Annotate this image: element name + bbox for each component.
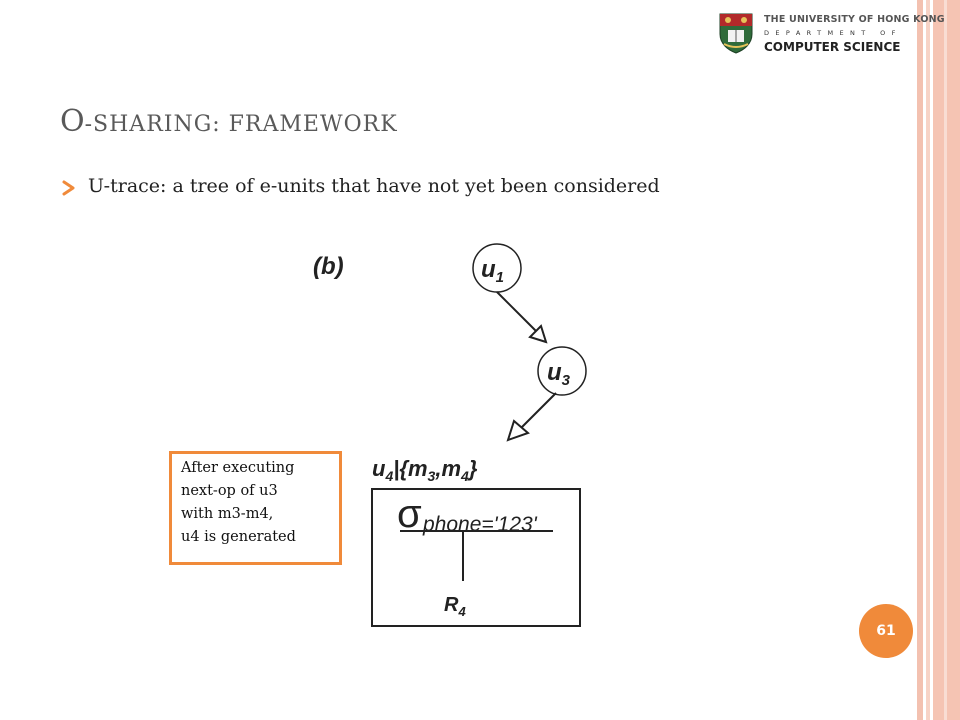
annotation-line: with m3-m4, [181,506,274,522]
page-number-badge: 61 [859,604,913,658]
diagram-label-b: (b) [313,253,344,280]
relation-r4: $R_4$ [444,594,466,619]
edge-u3-u4 [522,393,556,427]
annotation-line: next-op of u3 [181,483,278,499]
university-name: THE UNIVERSITY OF HONG KONG [764,14,945,25]
department-name: COMPUTER SCIENCE [764,40,901,54]
sigma-predicate: phone='123' [423,513,537,536]
annotation-line: After executing [181,460,295,476]
node-u3-label: $u_3$ [547,359,571,389]
bullet-text: U-trace: a tree of e-units that have not yet been considered [88,175,660,197]
sigma-symbol: σ [397,492,422,536]
department-line: DEPARTMENT OF [764,29,902,37]
title-rest: -SHARING: FRAMEWORK [84,112,398,137]
u4-label: $u_4|\{m_3,m_4\}$ [372,456,478,484]
title-initial: O [60,104,85,139]
edge-u1-u3 [497,292,536,331]
annotation-line: u4 is generated [181,529,296,545]
annotation-callout [169,451,342,565]
node-u1-label: $u_1$ [481,256,505,286]
